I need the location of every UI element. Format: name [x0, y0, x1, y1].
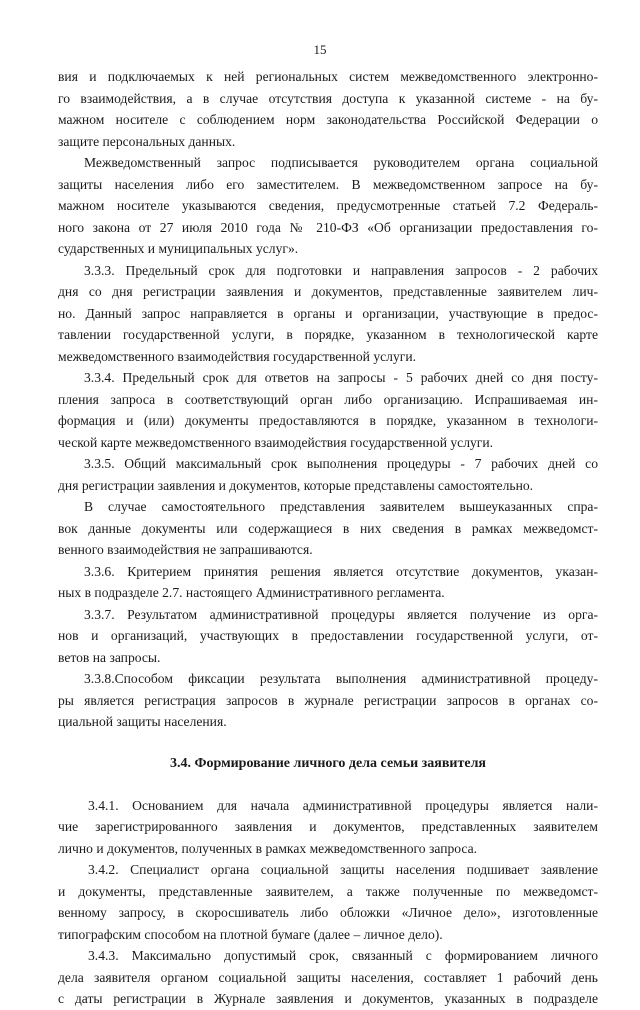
- text-line: лично и документов, полученных в рамках межведомственного запроса.: [58, 840, 478, 856]
- document-body: [58, 66, 598, 1010]
- text-line: 3.3.3. Предельный срок для подготовки и направления запросов - 2 рабочих: [84, 262, 598, 278]
- text-line: нов и организаций, участвующих в предоставлении государственной услуги, от-: [58, 628, 598, 643]
- text-line: с даты регистрации в Журнале заявления и документов, указанных в подразделе: [58, 991, 598, 1006]
- text-line: 3.3.4. Предельный срок для ответов на запросы - 5 рабочих дней со дня посту-: [84, 370, 598, 385]
- text-line: ных в подразделе 2.7. настоящего Административного регламента.: [58, 585, 445, 600]
- text-line: и документы, представленные заявителем, а также полученные по межведомст-: [58, 883, 598, 899]
- text-line: циальной защиты населения.: [58, 714, 227, 729]
- text-line: го взаимодействия, а в случае отсутствия доступа к указанной системе - на бу-: [58, 90, 598, 106]
- text-line: дела заявителя органом социальной защиты населения, составляет 1 рабочий день: [58, 969, 598, 985]
- text-line: формация и (или) документы предоставляются в порядке, указанном в технологи-: [58, 413, 598, 428]
- text-line: пления запроса в соответствующий орган либо организацию. Испрашиваемая ин-: [58, 391, 598, 407]
- page-number: 15: [313, 42, 327, 57]
- text-line: типографским способом на плотной бумаге (далее – личное дело).: [58, 926, 443, 942]
- paragraph-3-3-4: [58, 367, 598, 453]
- text-line: защиты населения либо его заместителем. В межведомственном запросе на бу-: [58, 176, 598, 192]
- text-line: тавлении государственной услуги, в порядке, указанном в технологической карте: [58, 327, 598, 342]
- paragraph-3-3-3: [58, 260, 598, 368]
- text-line: сударственных и муниципальных услуг».: [58, 241, 299, 256]
- paragraph-3-3-5: [58, 453, 598, 496]
- text-line: венному запросу, в скоросшиватель либо обложки «Личное дело», изготовленные: [58, 905, 598, 920]
- paragraph-interagency-request: [58, 152, 598, 260]
- text-line: В случае самостоятельного представления заявителем вышеуказанных спра-: [84, 499, 598, 514]
- text-line: 3.3.5. Общий максимальный срок выполнения процедуры - 7 рабочих дней со: [84, 456, 598, 471]
- text-line: защите персональных данных.: [58, 133, 236, 149]
- text-line: чие зарегистрированного заявления и документов, представленных заявителем: [58, 819, 598, 834]
- paragraph-3-3-8: [58, 668, 598, 733]
- text-line: дня со дня регистрации заявления и документов, представленные заявителем лич-: [58, 284, 598, 299]
- text-line: венного взаимодействия не запрашиваются.: [58, 542, 313, 557]
- text-line: вия и подключаемых к ней региональных систем межведомственного электронно-: [58, 69, 598, 84]
- paragraph-3-4-2: [58, 859, 598, 945]
- text-line: 3.3.7. Результатом административной процедуры является получение из орга-: [84, 606, 598, 622]
- text-line: 3.3.8.Способом фиксации результата выполнения административной процеду-: [84, 671, 598, 686]
- text-line: 3.4.1. Основанием для начала административной процедуры является нали-: [88, 797, 598, 813]
- text-line: 3.4.3. Максимально допустимый срок, связанный с формированием личного: [88, 948, 598, 963]
- text-line: ветов на запросы.: [58, 649, 161, 665]
- text-line: 3.4.2. Специалист органа социальной защиты населения подшивает заявление: [88, 862, 598, 877]
- text-line: межведомственного взаимодействия государственной услуги.: [58, 348, 416, 364]
- text-line: вок данные документы или содержащиеся в них сведения в рамках межведомст-: [58, 520, 598, 536]
- paragraph-3-3-6: [58, 561, 598, 604]
- paragraph-self-submission: [58, 496, 598, 561]
- text-line: ного закона от 27 июля 2010 года № 210-ФЗ «Об организации предоставления го-: [58, 219, 598, 235]
- text-line: ры является регистрация запросов в журнале регистрации запросов в органах со-: [58, 692, 598, 708]
- text-line: мажном носителе с соблюдением норм законодательства Российской Федерации о: [58, 112, 598, 127]
- paragraph-3-3-7: [58, 604, 598, 669]
- text-line: 3.3.6. Критерием принятия решения является отсутствие документов, указан-: [84, 563, 598, 579]
- text-line: ческой карте межведомственного взаимодействия государственной услуги.: [58, 434, 494, 450]
- text-line: дня регистрации заявления и документов, которые представлены самостоятельно.: [58, 477, 534, 493]
- text-line: но. Данный запрос направляется в органы и организации, участвующие в предос-: [58, 305, 598, 321]
- paragraph-3-4-3: [58, 945, 598, 1010]
- paragraph-intro-continuation: [58, 66, 598, 152]
- text-line: мажном носителе указываются сведения, предусмотренные статьей 7.2 Федераль-: [58, 198, 598, 213]
- section-heading: 3.4. Формирование личного дела семьи заявителя: [169, 755, 487, 771]
- text-line: Межведомственный запрос подписывается руководителем органа социальной: [84, 155, 598, 170]
- paragraph-3-4-1: [58, 795, 598, 860]
